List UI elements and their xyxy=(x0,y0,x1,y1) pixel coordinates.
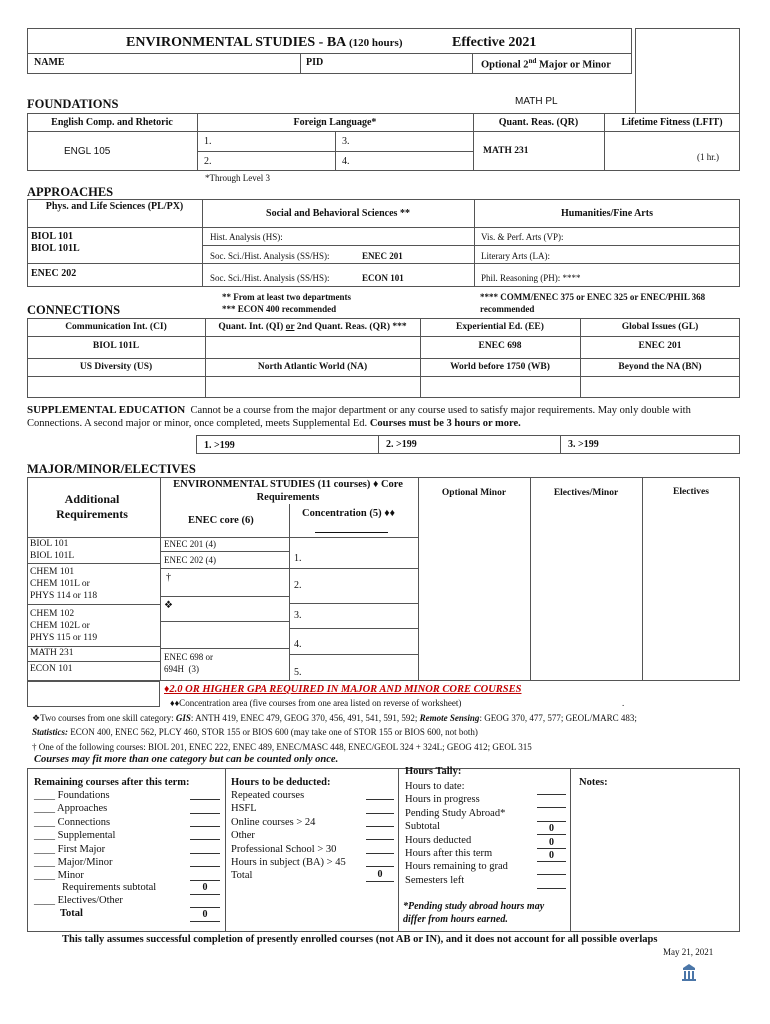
hours-list xyxy=(405,780,508,887)
gl-value: ENEC 201 xyxy=(638,341,682,351)
supplemental-text: SUPPLEMENTAL EDUCATION Cannot be a course from the major department or any course used to satisfy major requirements. May only double with Connections. A second major or minor, once completed, meets Supplemental Ed. Courses must be 3 hours or more. xyxy=(27,404,691,429)
deduct-fill xyxy=(366,826,394,827)
hours-item: Pending Study Abroad* xyxy=(405,807,506,819)
addl-row-1: BIOL 101 BIOL 101L xyxy=(30,539,75,561)
qr-header: Quant. Reas. (QR) xyxy=(498,117,579,128)
deduct-fill xyxy=(366,881,394,882)
deduct-title: Hours to be deducted: xyxy=(231,777,331,788)
total-label: Total xyxy=(60,908,83,919)
hours-item: Semesters left xyxy=(405,874,465,886)
hum-header: Humanities/Fine Arts xyxy=(561,208,653,219)
approaches-note-2: *** ECON 400 recommended xyxy=(222,304,337,314)
deduct-item: Online courses > 24 xyxy=(231,816,316,828)
addl-line-2 xyxy=(27,604,160,605)
hours-fill xyxy=(537,807,566,808)
category-note: Courses may fit more than one category but can be counted only once. xyxy=(34,754,339,765)
req-subtotal-value: 0 xyxy=(202,882,208,893)
remaining-fill xyxy=(190,813,220,814)
concentration-note-dot: . xyxy=(622,698,625,708)
remaining-fill xyxy=(190,839,220,840)
conc-slot-2[interactable]: 2. xyxy=(294,580,302,591)
ci-header: Communication Int. (CI) xyxy=(65,322,167,332)
hours-fill xyxy=(537,821,566,822)
hours-fill xyxy=(537,888,566,889)
core-row-3: † xyxy=(166,572,171,583)
hours-deducted-value: 0 xyxy=(549,837,554,848)
addl-row-4: MATH 231 xyxy=(30,648,74,658)
core-line-1 xyxy=(160,551,289,552)
major-title: MAJOR/MINOR/ELECTIVES xyxy=(27,462,196,476)
deduct-fill xyxy=(366,866,394,867)
supp-slot-2[interactable]: 2. >199 xyxy=(386,439,417,450)
bn-header: Beyond the NA (BN) xyxy=(618,362,702,372)
pid-label: PID xyxy=(306,57,324,68)
addl-line-3 xyxy=(27,646,160,647)
remaining-item: ____ Foundations xyxy=(34,790,110,801)
hours-after-value: 0 xyxy=(549,850,554,861)
core-row-4: ❖ xyxy=(164,600,173,611)
deduct-item: Repeated courses xyxy=(231,790,305,801)
fl-note: *Through Level 3 xyxy=(205,173,270,183)
hours-fill xyxy=(537,848,566,849)
deduct-list xyxy=(231,789,346,883)
conn-line-3 xyxy=(27,376,740,377)
supp-vline-1 xyxy=(378,435,379,454)
page-title: ENVIRONMENTAL STUDIES - BA (120 hours) xyxy=(126,35,403,50)
supp-vline-2 xyxy=(560,435,561,454)
remaining-fill xyxy=(190,880,220,881)
concentration-header: Concentration (5) ♦♦ xyxy=(302,508,395,519)
lfit-header: Lifetime Fitness (LFIT) xyxy=(621,117,723,128)
deduct-fill xyxy=(366,813,394,814)
deduct-total-value: 0 xyxy=(377,869,383,880)
electives-header: Electives xyxy=(673,487,709,497)
supp-slot-1[interactable]: 1. >199 xyxy=(204,440,235,451)
core-row-2: ENEC 202 (4) xyxy=(164,555,216,565)
vp-label: Vis. & Perf. Arts (VP): xyxy=(481,232,564,242)
fl-slot-2[interactable]: 2. xyxy=(204,156,212,167)
effective-date: Effective 2021 xyxy=(452,35,537,50)
dagger-note: † One of the following courses: BIOL 201, ENEC 222, ENEC 489, ENEC/MASC 448, ENEC/GEOL 324 + 324L; GEOG 412; GEOL 315 xyxy=(32,742,532,752)
supp-slot-3[interactable]: 3. >199 xyxy=(568,439,599,450)
eng-value: ENGL 105 xyxy=(64,146,111,157)
hours-fill xyxy=(537,834,566,835)
core-line-4 xyxy=(160,621,289,622)
wb-header: World before 1750 (WB) xyxy=(450,362,550,372)
hours-item: Hours in progress xyxy=(405,794,480,806)
remaining-fill xyxy=(190,894,220,895)
addl-extra-box xyxy=(27,681,160,707)
major-vline-3 xyxy=(418,477,419,681)
pl-value-1: BIOL 101 xyxy=(31,231,73,242)
conc-slot-5[interactable]: 5. xyxy=(294,667,302,678)
major-vline-1 xyxy=(160,477,161,681)
math-pl-label: MATH PL xyxy=(515,96,558,107)
electives-minor-header: Electives/Minor xyxy=(553,488,619,498)
skill-note: ❖Two courses from one skill category: GIS: ANTH 419, ENEC 479, GEOG 370, 456, 491, 541, 591, 592; Remote Sensing: GEOG 370, 477, 577; GEOL/MARC 483; Statistics: ECON 400, ENEC 562, PLCY 460, STOR 155 or BIOS 600 (may take one of STOR 155 or BIOS 600, not both) xyxy=(32,713,637,737)
notes-label: Notes: xyxy=(579,777,608,788)
total-value: 0 xyxy=(202,909,208,920)
conc-line-4 xyxy=(289,654,418,655)
photo-box xyxy=(635,28,740,114)
conn-line-1 xyxy=(27,336,740,337)
addl-line-1 xyxy=(27,563,160,564)
remaining-item: ____ Supplemental xyxy=(34,830,116,842)
ci-value: BIOL 101L xyxy=(92,341,140,351)
core-row-1: ENEC 201 (4) xyxy=(164,539,216,549)
na-header: North Atlantic World (NA) xyxy=(257,362,368,372)
deduct-item: Total xyxy=(231,870,253,882)
core-line-5 xyxy=(160,648,289,649)
hours-fill xyxy=(537,861,566,862)
hours-item: Hours to date: xyxy=(405,781,465,792)
conc-slot-4[interactable]: 4. xyxy=(294,639,302,650)
fl-slot-3[interactable]: 3. xyxy=(342,136,350,147)
optional-major-label: Optional 2nd Major or Minor xyxy=(481,57,611,71)
core-header: ENVIRONMENTAL STUDIES (11 courses) ♦ Core Requirements xyxy=(173,479,403,503)
ee-header: Experiential Ed. (EE) xyxy=(456,322,544,332)
qi-header: Quant. Int. (QI) or 2nd Quant. Reas. (QR) *** xyxy=(218,322,407,332)
remaining-item: ____ Approaches xyxy=(34,803,108,815)
concentration-note: ♦♦Concentration area (five courses from one area listed on reverse of worksheet) xyxy=(170,698,462,708)
fl-slot-4[interactable]: 4. xyxy=(342,156,350,167)
gl-header: Global Issues (GL) xyxy=(621,322,699,332)
approaches-header-line xyxy=(27,227,740,228)
addl-row-5: ECON 101 xyxy=(30,664,73,674)
addl-row-3: CHEM 102 CHEM 102L or PHYS 115 or 119 xyxy=(30,609,98,643)
concentration-underline xyxy=(315,532,388,533)
foundations-header-line xyxy=(27,131,740,132)
sshs2-value: ECON 101 xyxy=(362,273,404,283)
pl-value-2: BIOL 101L xyxy=(31,243,80,254)
ee-value: ENEC 698 xyxy=(478,341,522,351)
tally-vline-1 xyxy=(225,768,226,932)
us-header: US Diversity (US) xyxy=(79,362,153,372)
electives-other-label: ____ Electives/Other xyxy=(34,895,123,906)
sshs1-value: ENEC 201 xyxy=(362,251,403,261)
remaining-fill xyxy=(190,921,220,922)
remaining-list xyxy=(34,789,115,883)
sshs2-label: Soc. Sci./Hist. Analysis (SS/HS): xyxy=(210,273,330,283)
addl-row-2: CHEM 101 CHEM 101L or PHYS 114 or 118 xyxy=(30,567,98,601)
addl-line-4 xyxy=(27,661,160,662)
remaining-item: ____ First Major xyxy=(34,843,106,855)
deduct-item: Hours in subject (BA) > 45 xyxy=(231,857,346,869)
core-line-2 xyxy=(160,568,289,569)
hours-tally-title: Hours Tally: xyxy=(405,766,462,777)
pl-value-3: ENEC 202 xyxy=(31,268,77,279)
fl-hline xyxy=(197,151,473,152)
hours-item: Hours after this term xyxy=(405,848,493,860)
deduct-fill xyxy=(366,799,394,800)
conc-line-2 xyxy=(289,603,418,604)
conc-line-3 xyxy=(289,628,418,629)
deduct-fill xyxy=(366,839,394,840)
la-label: Literary Arts (LA): xyxy=(481,251,550,261)
core-line-3 xyxy=(160,596,289,597)
pending-note: *Pending study abroad hours may differ from hours earned. xyxy=(403,901,545,925)
remaining-title: Remaining courses after this term: xyxy=(34,777,190,788)
footer-disclaimer: This tally assumes successful completion of presently enrolled courses (not AB or IN), and it does not account for all possible overlaps xyxy=(62,934,658,945)
footer-date: May 21, 2021 xyxy=(663,947,714,957)
conc-slot-1[interactable]: 1. xyxy=(294,553,302,564)
header-vline-2 xyxy=(472,53,473,74)
hours-item: Hours deducted xyxy=(405,834,472,846)
major-vline-5 xyxy=(642,477,643,681)
remaining-fill xyxy=(190,799,220,800)
fl-slot-1[interactable]: 1. xyxy=(204,136,212,147)
approaches-note-1: ** From at least two departments xyxy=(222,292,352,302)
approaches-row-line xyxy=(27,263,740,264)
deduct-item: HSFL xyxy=(231,803,257,815)
tally-box xyxy=(27,768,740,932)
req-subtotal-label: Requirements subtotal xyxy=(62,882,157,893)
hours-item: Subtotal xyxy=(405,821,441,833)
supplemental-table xyxy=(196,435,740,454)
hs-label: Hist. Analysis (HS): xyxy=(210,232,283,242)
connections-title: CONNECTIONS xyxy=(27,303,121,317)
header-divider xyxy=(27,53,632,54)
header-vline-1 xyxy=(300,53,301,74)
gpa-note: ♦2.0 OR HIGHER GPA REQUIRED IN MAJOR AND MINOR CORE COURSES xyxy=(164,684,522,695)
remaining-fill xyxy=(190,853,220,854)
ph-label: Phil. Reasoning (PH): **** xyxy=(481,273,581,283)
fl-header: Foreign Language* xyxy=(293,117,377,128)
deduct-item: Professional School > 30 xyxy=(231,843,337,855)
conc-slot-3[interactable]: 3. xyxy=(294,610,302,621)
approaches-note-3: **** COMM/ENEC 375 or ENEC 325 or ENEC/PHIL 368 recommended xyxy=(480,292,706,314)
remaining-fill xyxy=(190,866,220,867)
eng-header: English Comp. and Rhetoric xyxy=(51,117,173,128)
pl-header: Phys. and Life Sciences (PL/PX) xyxy=(45,201,184,212)
remaining-fill xyxy=(190,907,220,908)
major-vline-4 xyxy=(530,477,531,681)
name-label: NAME xyxy=(34,57,65,68)
approaches-mid-line xyxy=(202,245,740,246)
enec-core-header: ENEC core (6) xyxy=(188,515,254,526)
hours-subtotal-value: 0 xyxy=(549,823,554,834)
opt-minor-header: Optional Minor xyxy=(441,488,507,498)
hours-fill xyxy=(537,794,566,795)
foundations-title: FOUNDATIONS xyxy=(27,97,119,111)
remaining-item: ____ Major/Minor xyxy=(34,857,113,869)
conn-line-2 xyxy=(27,358,740,359)
tally-vline-3 xyxy=(570,768,571,932)
conc-line-1 xyxy=(289,568,418,569)
remaining-item: ____ Connections xyxy=(34,816,111,828)
approaches-title: APPROACHES xyxy=(27,185,114,199)
lfit-value: (1 hr.) xyxy=(697,152,719,162)
hours-item: Hours remaining to grad xyxy=(405,861,508,873)
major-header-line xyxy=(27,537,418,538)
university-logo-icon xyxy=(681,963,697,983)
addl-header: Additional Requirements xyxy=(56,492,128,521)
sshs1-label: Soc. Sci./Hist. Analysis (SS/HS): xyxy=(210,251,330,261)
tally-vline-2 xyxy=(398,768,399,932)
remaining-fill xyxy=(190,826,220,827)
deduct-fill xyxy=(366,853,394,854)
hours-fill xyxy=(537,874,566,875)
core-row-5: ENEC 698 or 694H (3) xyxy=(164,652,213,674)
sbs-header: Social and Behavioral Sciences ** xyxy=(266,208,410,219)
deduct-item: Other xyxy=(231,830,255,842)
remaining-item: ____ Minor xyxy=(34,870,84,882)
qr-value: MATH 231 xyxy=(483,146,529,156)
